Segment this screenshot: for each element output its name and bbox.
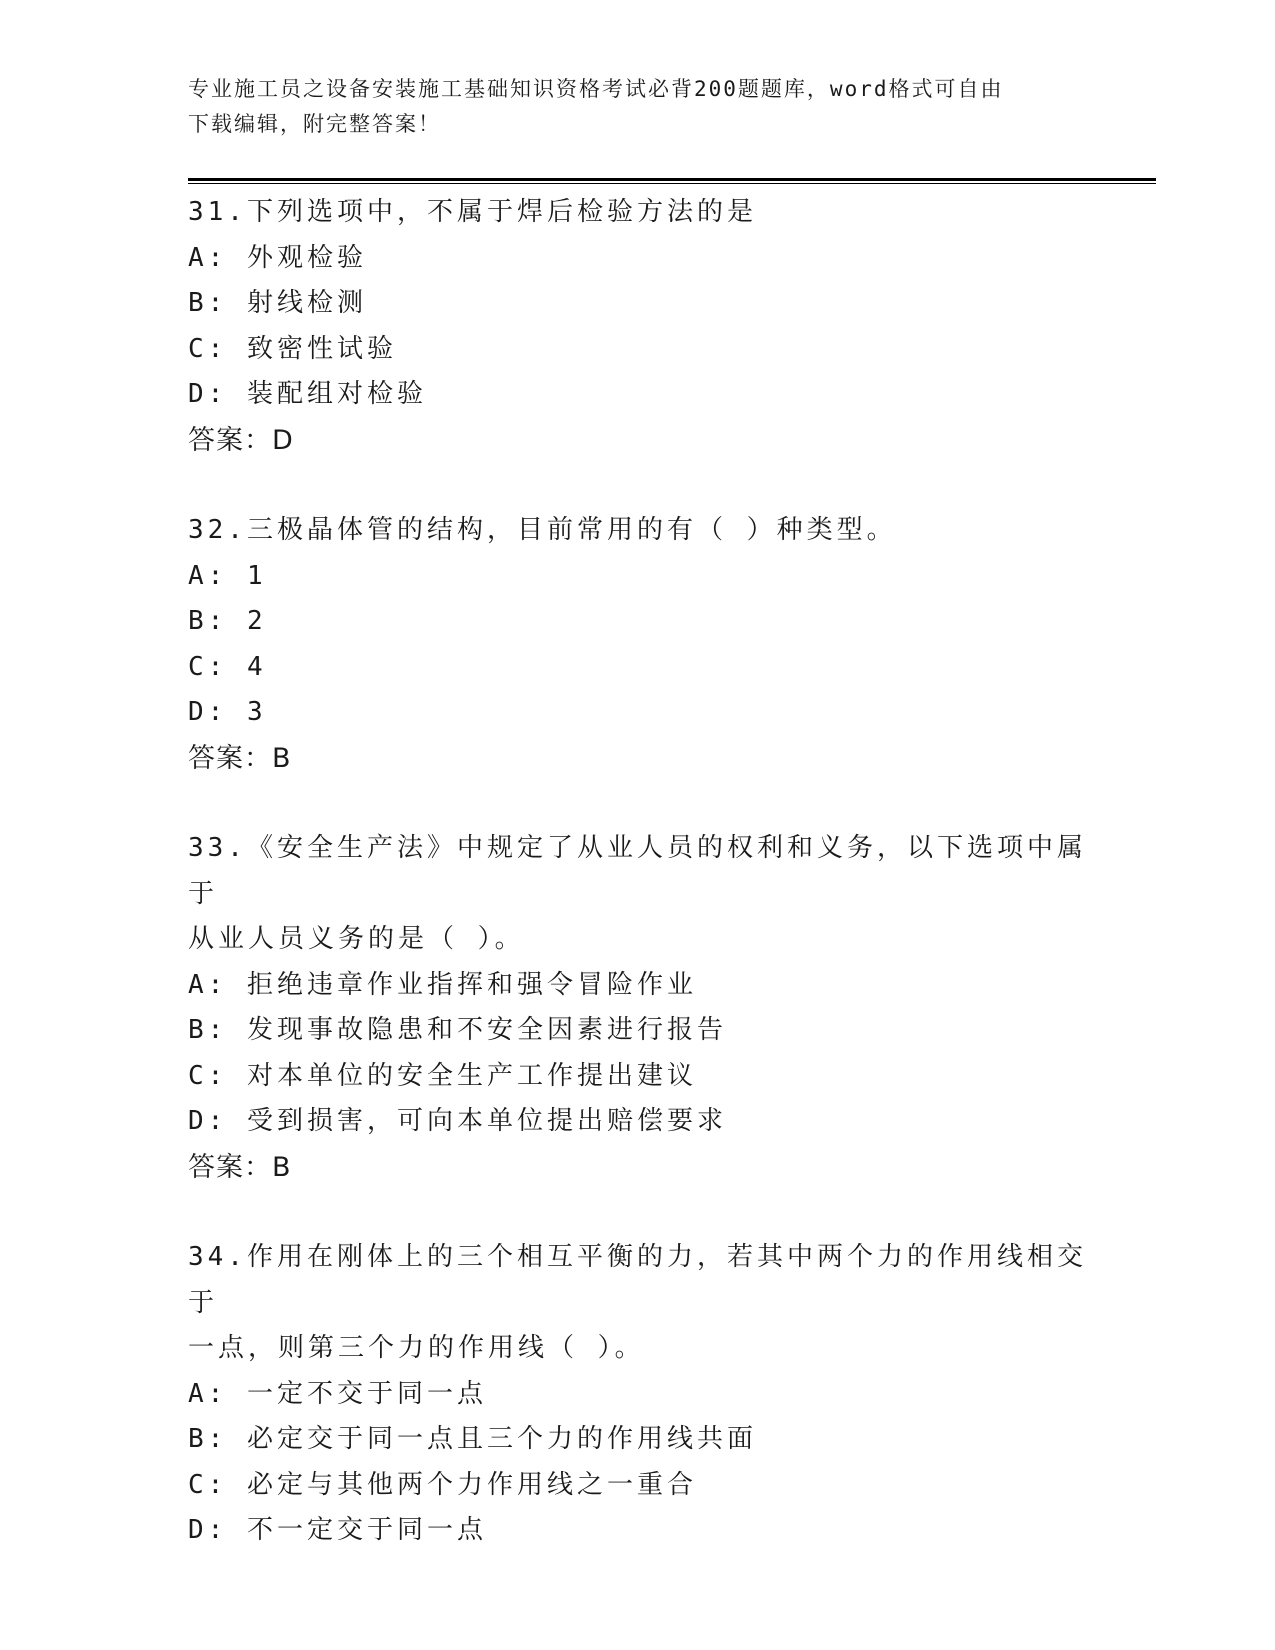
header-line-1: 专业施工员之设备安装施工基础知识资格考试必背200题题库，word格式可自由	[188, 77, 1004, 101]
option-d: D: 不一定交于同一点	[188, 1515, 487, 1545]
answer-line: 答案：D	[188, 424, 294, 456]
question-stem-line-2: 从业人员义务的是（ ）。	[188, 924, 525, 954]
question-stem-line-2: 一点，则第三个力的作用线（ ）。	[188, 1333, 645, 1363]
option-a: A: 拒绝违章作业指挥和强令冒险作业	[188, 969, 697, 1000]
question-31	[188, 190, 1088, 463]
option-b: B: 发现事故隐患和不安全因素进行报告	[188, 1015, 727, 1045]
question-32	[188, 508, 1088, 781]
question-list	[188, 190, 1088, 1599]
option-c: C: 对本单位的安全生产工作提出建议	[188, 1060, 697, 1091]
option-d: D: 3	[188, 697, 267, 727]
question-stem: 32.三极晶体管的结构，目前常用的有（ ）种类型。	[188, 515, 897, 545]
question-stem: 31.下列选项中，不属于焊后检验方法的是	[188, 197, 757, 227]
header-line-2: 下载编辑，附完整答案！	[188, 112, 441, 136]
option-c: C: 4	[188, 651, 267, 682]
answer-line: 答案：B	[188, 742, 292, 774]
question-34	[188, 1235, 1088, 1554]
option-b: B: 必定交于同一点且三个力的作用线共面	[188, 1424, 757, 1454]
option-a: A: 1	[188, 560, 267, 591]
option-a: A: 外观检验	[188, 242, 367, 273]
question-stem-line-1: 33.《安全生产法》中规定了从业人员的权利和义务，以下选项中属于	[188, 833, 1087, 909]
page-header	[188, 72, 1088, 142]
header-divider-thin	[188, 183, 1156, 184]
header-divider-thick	[188, 178, 1156, 181]
option-b: B: 射线检测	[188, 288, 367, 318]
option-d: D: 装配组对检验	[188, 379, 427, 409]
question-33	[188, 826, 1088, 1190]
option-b: B: 2	[188, 606, 267, 636]
option-c: C: 致密性试验	[188, 333, 397, 364]
option-a: A: 一定不交于同一点	[188, 1378, 487, 1409]
option-c: C: 必定与其他两个力作用线之一重合	[188, 1469, 697, 1500]
answer-line: 答案：B	[188, 1151, 292, 1183]
question-stem-line-1: 34.作用在刚体上的三个相互平衡的力，若其中两个力的作用线相交于	[188, 1242, 1087, 1318]
option-d: D: 受到损害，可向本单位提出赔偿要求	[188, 1106, 727, 1136]
